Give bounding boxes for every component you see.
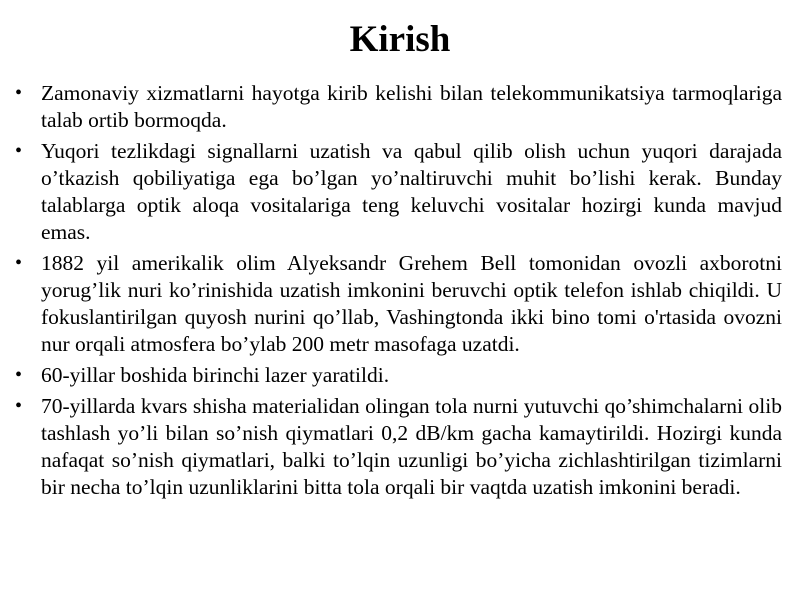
bullet-list xyxy=(14,80,782,505)
bullet-text: 1882 yil amerikalik olim Alyeksandr Grehem Bell tomonidan ovozli axborotni yorug’lik nuri ko’rinishida uzatish imkonini beruvchi optik telefon ishlab chiqildi. U fokuslantirilgan quyosh nurini qo’llab, Vashingtonda ikki bino tomi o'rtasida ovozni nur orqali atmosfera bo’ylab 200 metr masofaga uzatdi. xyxy=(41,251,782,356)
bullet-dot-icon: • xyxy=(15,364,23,386)
bullet-dot-icon: • xyxy=(15,82,23,104)
bullet-text: 70-yillarda kvars shisha materialidan olingan tola nurni yutuvchi qo’shimchalarni olib tashlash yo’li bilan so’nish qiymatlari 0,2 dB/km gacha kamaytirildi. Hozirgi kunda nafaqat so’nish qiymatlari, balki to’lqin uzunligi bo’yicha zichlashtirilgan tizimlarni bir necha to’lqin uzunliklarini bitta tola orqali bir vaqtda uzatish imkonini beradi. xyxy=(41,394,782,499)
bullet-dot-icon: • xyxy=(15,252,23,274)
bullet-text: Yuqori tezlikdagi signallarni uzatish va qabul qilib olish uchun yuqori darajada o’tkazish qobiliyatiga ega bo’lgan yo’naltiruvchi muhit bo’lishi kerak. Bunday talablarga optik aloqa vositalariga teng keluvchi vositalar hozirgi kunda mavjud emas. xyxy=(41,139,782,244)
bullet-item xyxy=(14,393,782,501)
bullet-text: Zamonaviy xizmatlarni hayotga kirib kelishi bilan telekommunikatsiya tarmoqlariga talab ortib bormoqda. xyxy=(41,81,782,132)
bullet-item xyxy=(14,138,782,246)
bullet-item xyxy=(14,362,782,389)
slide-title: Kirish xyxy=(349,19,451,60)
bullet-dot-icon: • xyxy=(15,395,23,417)
bullet-dot-icon: • xyxy=(15,140,23,162)
bullet-item xyxy=(14,80,782,134)
bullet-text: 60-yillar boshida birinchi lazer yaratildi. xyxy=(41,363,390,387)
bullet-item xyxy=(14,250,782,358)
